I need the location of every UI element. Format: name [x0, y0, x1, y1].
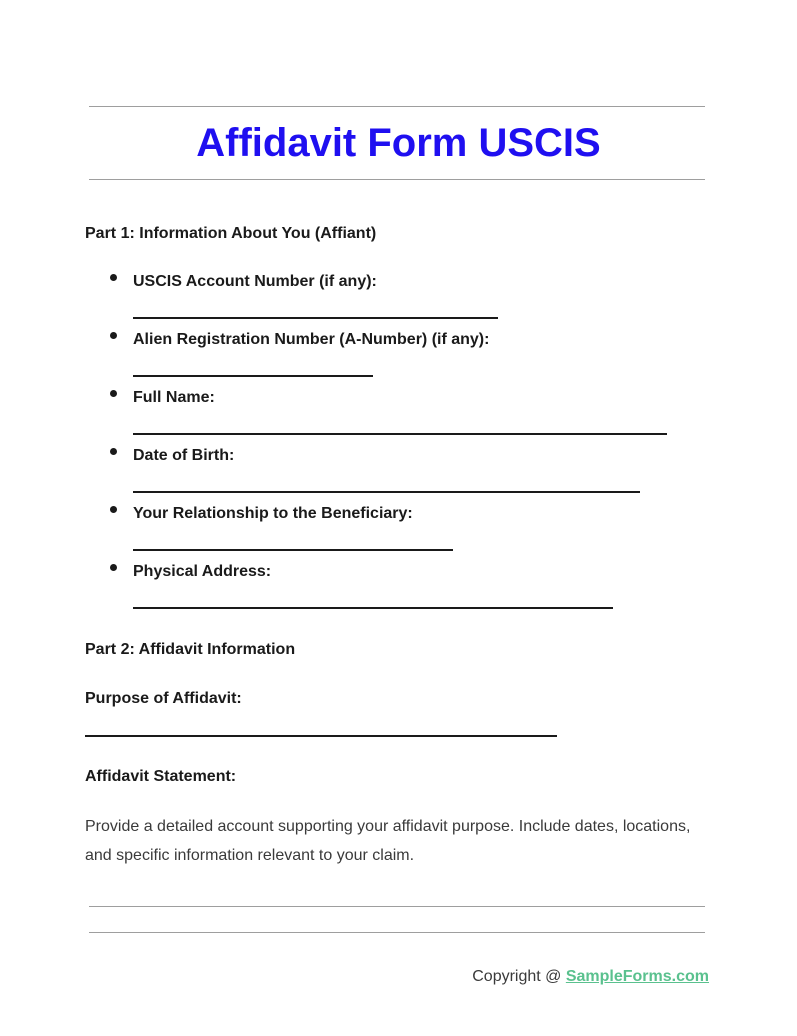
bullet-icon	[110, 274, 117, 281]
full-name-label: Full Name:	[133, 389, 215, 406]
writing-line[interactable]	[89, 932, 705, 933]
full-name-blank[interactable]	[133, 433, 667, 435]
part1-heading: Part 1: Information About You (Affiant)	[85, 225, 377, 242]
page-title: Affidavit Form USCIS	[196, 121, 601, 165]
part2-heading: Part 2: Affidavit Information	[85, 641, 296, 658]
top-divider	[89, 106, 705, 107]
statement-label: Affidavit Statement:	[85, 768, 237, 785]
bullet-icon	[110, 390, 117, 397]
date-of-birth-blank[interactable]	[133, 491, 640, 493]
physical-address-blank[interactable]	[133, 607, 613, 609]
bullet-icon	[110, 448, 117, 455]
title-divider	[89, 179, 705, 180]
bullet-icon	[110, 332, 117, 339]
date-of-birth-label: Date of Birth:	[133, 447, 235, 464]
uscis-account-number-label: USCIS Account Number (if any):	[133, 273, 377, 290]
copyright-text: Copyright @	[472, 968, 566, 985]
footer-copyright	[472, 966, 709, 988]
alien-registration-number-label: Alien Registration Number (A-Number) (if any):	[133, 331, 490, 348]
alien-registration-number-blank[interactable]	[133, 375, 373, 377]
writing-line[interactable]	[89, 906, 705, 907]
relationship-blank[interactable]	[133, 549, 453, 551]
sampleforms-link[interactable]: SampleForms.com	[565, 968, 709, 985]
purpose-label: Purpose of Affidavit:	[85, 690, 242, 707]
purpose-blank[interactable]	[85, 735, 557, 737]
statement-text: Provide a detailed account supporting your affidavit purpose. Include dates, locations, and specific information relevant to your claim.	[85, 818, 691, 864]
relationship-label: Your Relationship to the Beneficiary:	[133, 505, 413, 522]
bullet-icon	[110, 564, 117, 571]
bullet-icon	[110, 506, 117, 513]
physical-address-label: Physical Address:	[133, 563, 272, 580]
uscis-account-number-blank[interactable]	[133, 317, 498, 319]
